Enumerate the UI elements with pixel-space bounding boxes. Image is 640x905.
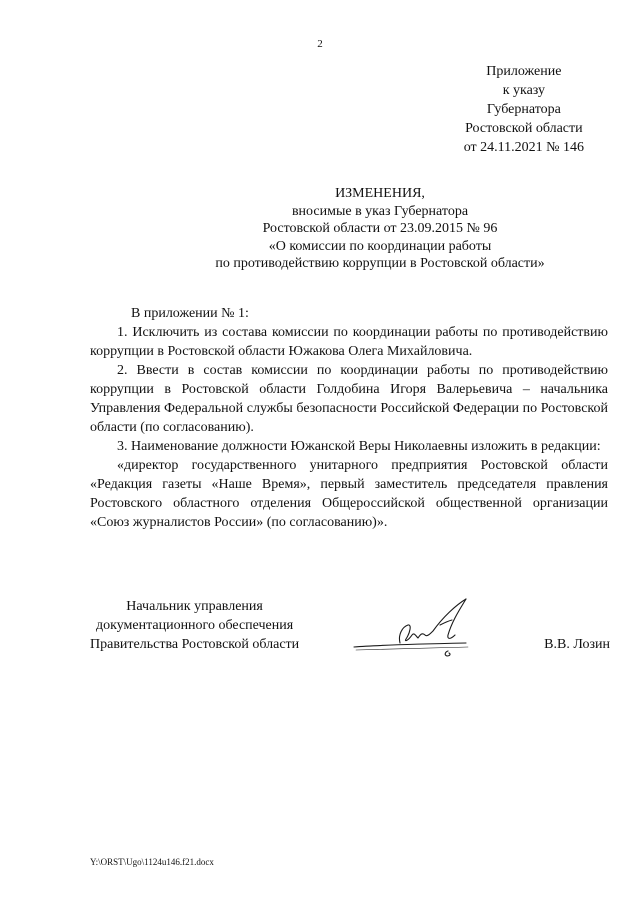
title-heading: ИЗМЕНЕНИЯ, [335,186,425,201]
document-title [120,185,640,273]
title-line: Ростовской области от 23.09.2015 № 96 [262,221,498,236]
title-line: «О комиссии по координации работы [268,238,492,254]
change-item-1: 1. Исключить из состава комиссии по координации работы по противодействию коррупции в Ростовской области Южакова Олега Михайловича. [90,325,608,359]
change-item-3: 3. Наименование должности Южанской Веры Николаевны изложить в редакции: [117,439,601,454]
document-body [90,304,608,532]
signer-title-line: Начальник управления [126,599,263,614]
handwritten-signature [348,595,478,661]
appendix-line: Ростовской области [465,121,583,136]
page-number: 2 [317,38,323,50]
signer-title-line: документационного обеспечения [95,618,294,633]
appendix-notice [464,62,584,157]
signer-name: В.В. Лозин [544,637,610,652]
appendix-line: Губернатора [486,102,561,117]
signer-title-line: Правительства Ростовской области [90,637,300,652]
change-item-2: 2. Ввести в состав комиссии по координации работы по противодействию коррупции в Ростовской области Голдобина Игоря Валерьевича – начальника Управления Федеральной службы безопасности Российской Федерации по Ростовской области (по согласованию). [90,363,608,435]
appendix-line: от 24.11.2021 № 146 [463,140,584,155]
title-line: вносимые в указ Губернатора [291,203,469,219]
appendix-line: Приложение [486,64,562,79]
body-intro: В приложении № 1: [131,306,249,321]
new-position-text: «директор государственного унитарного предприятия Ростовской области «Редакция газеты «Наше Время», первый заместитель председателя правления Ростовского областного отделения Общероссийской общественной организации «Союз журналистов России» (по согласованию)». [90,458,608,530]
title-line: по противодействию коррупции в Ростовской области» [215,256,545,271]
signature-block [90,597,610,667]
file-path-footer: Y:\ORST\Ugo\1124u146.f21.docx [90,857,214,867]
signer-title [90,597,299,654]
appendix-line: к указу [502,83,546,98]
